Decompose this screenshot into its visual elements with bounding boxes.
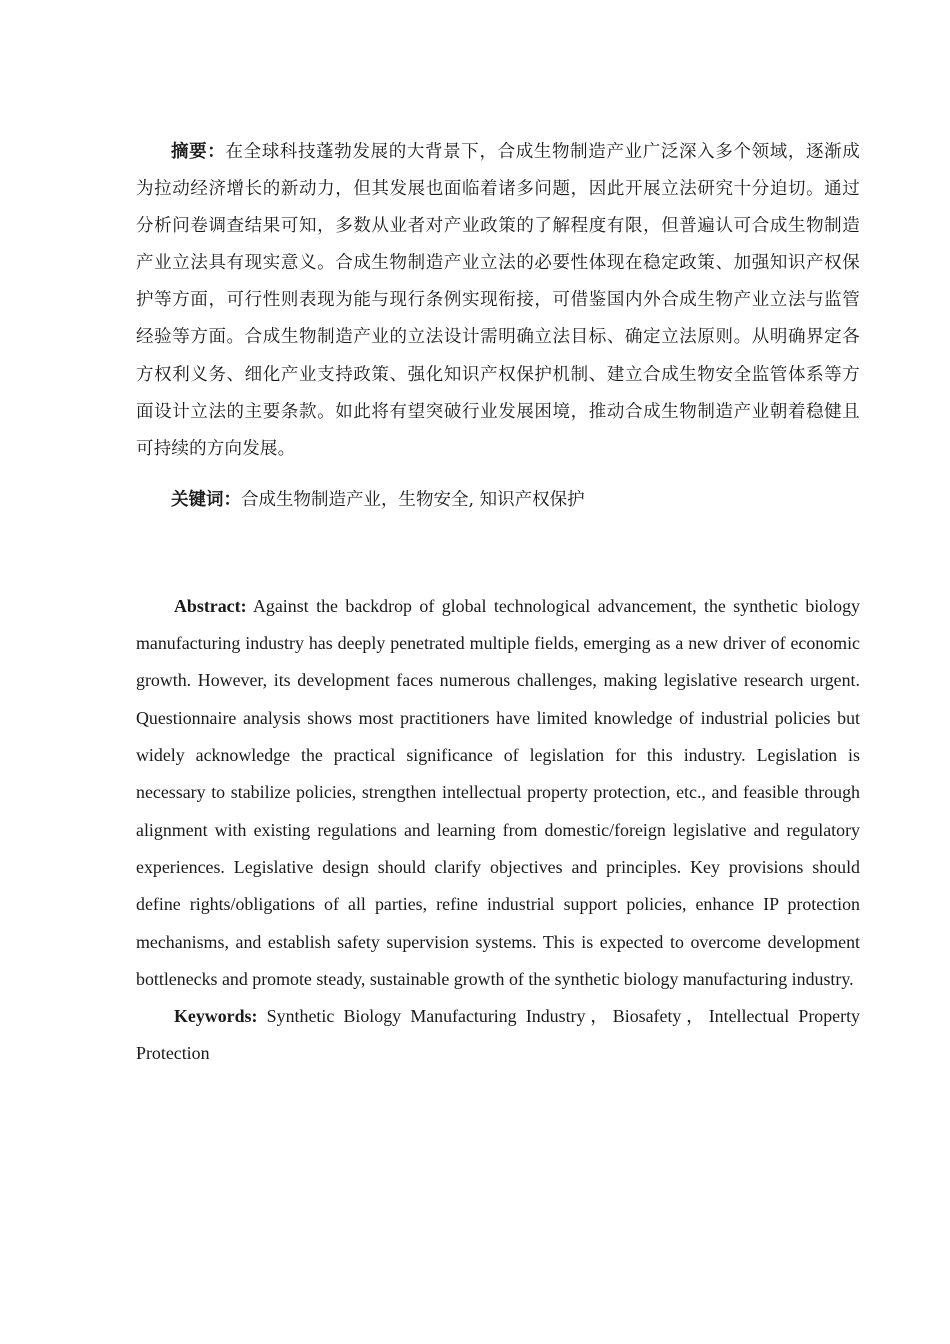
document-page	[136, 134, 860, 1073]
english-abstract-label: Abstract:	[174, 595, 247, 616]
chinese-keywords	[136, 482, 860, 519]
chinese-keywords-label: 关键词：	[171, 489, 241, 510]
english-keywords	[136, 998, 860, 1073]
english-abstract-text: Against the backdrop of global technological advancement, the synthetic biology manufacturing industry has deeply penetrated multiple fields, emerging as a new driver of economic growth. However, its development faces numerous challenges, making legislative research urgent. Questionnaire analysis shows most practitioners have limited knowledge of industrial policies but widely acknowledge the practical significance of legislation for this industry. Legislation is necessary to stabilize policies, strengthen intellectual property protection, etc., and feasible through alignment with existing regulations and learning from domestic/foreign legislative and regulatory experiences. Legislative design should clarify objectives and principles. Key provisions should define rights/obligations of all parties, refine industrial support policies, enhance IP protection mechanisms, and establish safety supervision systems. This is expected to overcome development bottlenecks and promote steady, sustainable growth of the synthetic biology manufacturing industry.	[136, 595, 860, 989]
english-keywords-text: Synthetic Biology Manufacturing Industry，Biosafety，Intellectual Property Protection	[136, 1006, 860, 1064]
english-abstract	[136, 588, 860, 998]
chinese-abstract-label: 摘要：	[171, 142, 226, 162]
chinese-keywords-text: 合成生物制造产业，生物安全, 知识产权保护	[241, 489, 585, 510]
chinese-abstract	[136, 134, 860, 468]
english-keywords-label: Keywords:	[174, 1006, 258, 1027]
chinese-abstract-text: 在全球科技蓬勃发展的大背景下，合成生物制造产业广泛深入多个领域，逐渐成为拉动经济增长的新动力，但其发展也面临着诸多问题，因此开展立法研究十分迫切。通过分析问卷调查结果可知，多数从业者对产业政策的了解程度有限，但普遍认可合成生物制造产业立法具有现实意义。合成生物制造产业立法的必要性体现在稳定政策、加强知识产权保护等方面，可行性则表现为能与现行条例实现衔接，可借鉴国内外合成生物产业立法与监管经验等方面。合成生物制造产业的立法设计需明确立法目标、确定立法原则。从明确界定各方权利义务、细化产业支持政策、强化知识产权保护机制、建立合成生物安全监管体系等方面设计立法的主要条款。如此将有望突破行业发展困境，推动合成生物制造产业朝着稳健且可持续的方向发展。	[136, 142, 860, 459]
